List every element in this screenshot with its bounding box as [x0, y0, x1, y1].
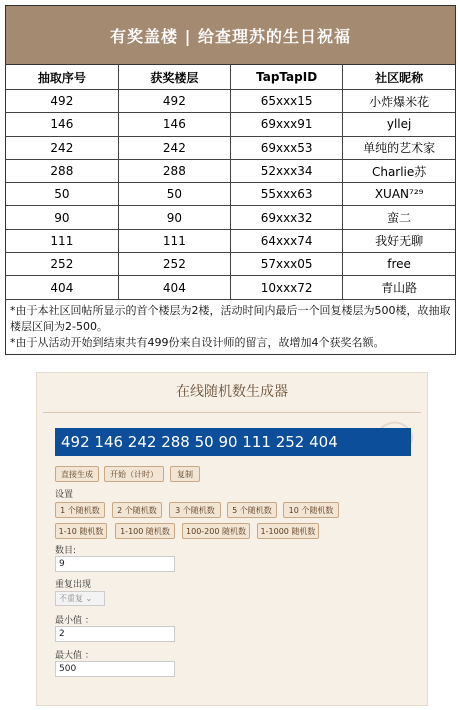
table-row — [6, 206, 455, 229]
table-row — [6, 90, 455, 113]
cell: 252 — [6, 253, 118, 276]
cell: 242 — [118, 136, 230, 159]
cell: 69xxx91 — [231, 113, 343, 136]
winners-table — [6, 65, 455, 300]
table-row — [6, 136, 455, 159]
count-label: 数目: — [55, 546, 77, 556]
cell: 252 — [118, 253, 230, 276]
cell: 242 — [6, 136, 118, 159]
cell: 492 — [6, 90, 118, 113]
min-label: 最小值 ： — [55, 616, 94, 626]
cell: 55xxx63 — [231, 183, 343, 206]
cell: 50 — [6, 183, 118, 206]
five-random-button[interactable]: 5 个随机数 — [227, 502, 277, 518]
cell: 57xxx05 — [231, 253, 343, 276]
note-floor-range: *由于本社区回帖所显示的首个楼层为2楼，活动时间内最后一个回复楼层为500楼，故抽取楼层区间为2-500。 — [10, 303, 451, 333]
table-row — [6, 113, 455, 136]
table-row — [6, 183, 455, 206]
banner-title: 有奖盖楼 | 给查理苏的生日祝福 — [6, 6, 455, 65]
cell: 146 — [6, 113, 118, 136]
start-timer-button[interactable]: 开始（计时） — [104, 466, 164, 482]
cell: 69xxx53 — [231, 136, 343, 159]
cell: 单纯的艺术家 — [343, 136, 455, 159]
cell: 50 — [118, 183, 230, 206]
max-input[interactable]: 500 — [55, 661, 175, 677]
result-display: 492 146 242 288 50 90 111 252 404 — [55, 428, 411, 456]
range-1-1000-button[interactable]: 1-1000 随机数 — [257, 523, 319, 539]
cell: 65xxx15 — [231, 90, 343, 113]
cell: 蛮二 — [343, 206, 455, 229]
repeat-label: 重复出现 — [55, 580, 92, 590]
cell: 404 — [6, 276, 118, 299]
cell: free — [343, 253, 455, 276]
cell: 小炸爆米花 — [343, 90, 455, 113]
cell: 288 — [118, 159, 230, 182]
cell: 146 — [118, 113, 230, 136]
max-label: 最大值 ： — [55, 651, 94, 661]
divider — [43, 412, 421, 413]
cell: 111 — [6, 229, 118, 252]
min-input[interactable]: 2 — [55, 626, 175, 642]
table-row — [6, 253, 455, 276]
cell: 10xxx72 — [231, 276, 343, 299]
cell: 492 — [118, 90, 230, 113]
cell: 288 — [6, 159, 118, 182]
table-header-row — [6, 65, 455, 90]
range-100-200-button[interactable]: 100-200 随机数 — [182, 523, 250, 539]
range-1-10-button[interactable]: 1-10 随机数 — [55, 523, 107, 539]
table-row — [6, 159, 455, 182]
cell: 90 — [6, 206, 118, 229]
cell: 90 — [118, 206, 230, 229]
cell: XUAN⁷²⁹ — [343, 183, 455, 206]
cell: 111 — [118, 229, 230, 252]
copy-button[interactable]: 复制 — [170, 466, 200, 482]
note-extra-winners: *由于从活动开始到结束共有499份来自设计师的留言，故增加4个获奖名额。 — [10, 335, 385, 349]
table-row — [6, 276, 455, 299]
notes — [6, 300, 455, 354]
cell: 69xxx32 — [231, 206, 343, 229]
one-random-button[interactable]: 1 个随机数 — [55, 502, 105, 518]
settings-label: 设置 — [55, 490, 74, 500]
winners-card — [5, 5, 456, 355]
cell: 52xxx34 — [231, 159, 343, 182]
repeat-select[interactable]: 不重复 ⌄ — [55, 591, 105, 606]
header-nickname: 社区昵称 — [343, 65, 455, 90]
header-draw-index: 抽取序号 — [6, 65, 118, 90]
generator-title: 在线随机数生成器 — [176, 384, 288, 400]
cell: 404 — [118, 276, 230, 299]
generate-button[interactable]: 直接生成 — [55, 466, 99, 482]
range-1-100-button[interactable]: 1-100 随机数 — [115, 523, 175, 539]
count-input[interactable]: 9 — [55, 556, 175, 572]
random-number-generator — [36, 372, 428, 706]
header-winning-floor: 获奖楼层 — [118, 65, 230, 90]
two-random-button[interactable]: 2 个随机数 — [112, 502, 162, 518]
cell: 青山路 — [343, 276, 455, 299]
cell: Charlie苏 — [343, 159, 455, 182]
cell: yllej — [343, 113, 455, 136]
cell: 我好无聊 — [343, 229, 455, 252]
ten-random-button[interactable]: 10 个随机数 — [283, 502, 339, 518]
three-random-button[interactable]: 3 个随机数 — [169, 502, 221, 518]
table-row — [6, 229, 455, 252]
cell: 64xxx74 — [231, 229, 343, 252]
header-taptap-id: TapTapID — [231, 65, 343, 90]
